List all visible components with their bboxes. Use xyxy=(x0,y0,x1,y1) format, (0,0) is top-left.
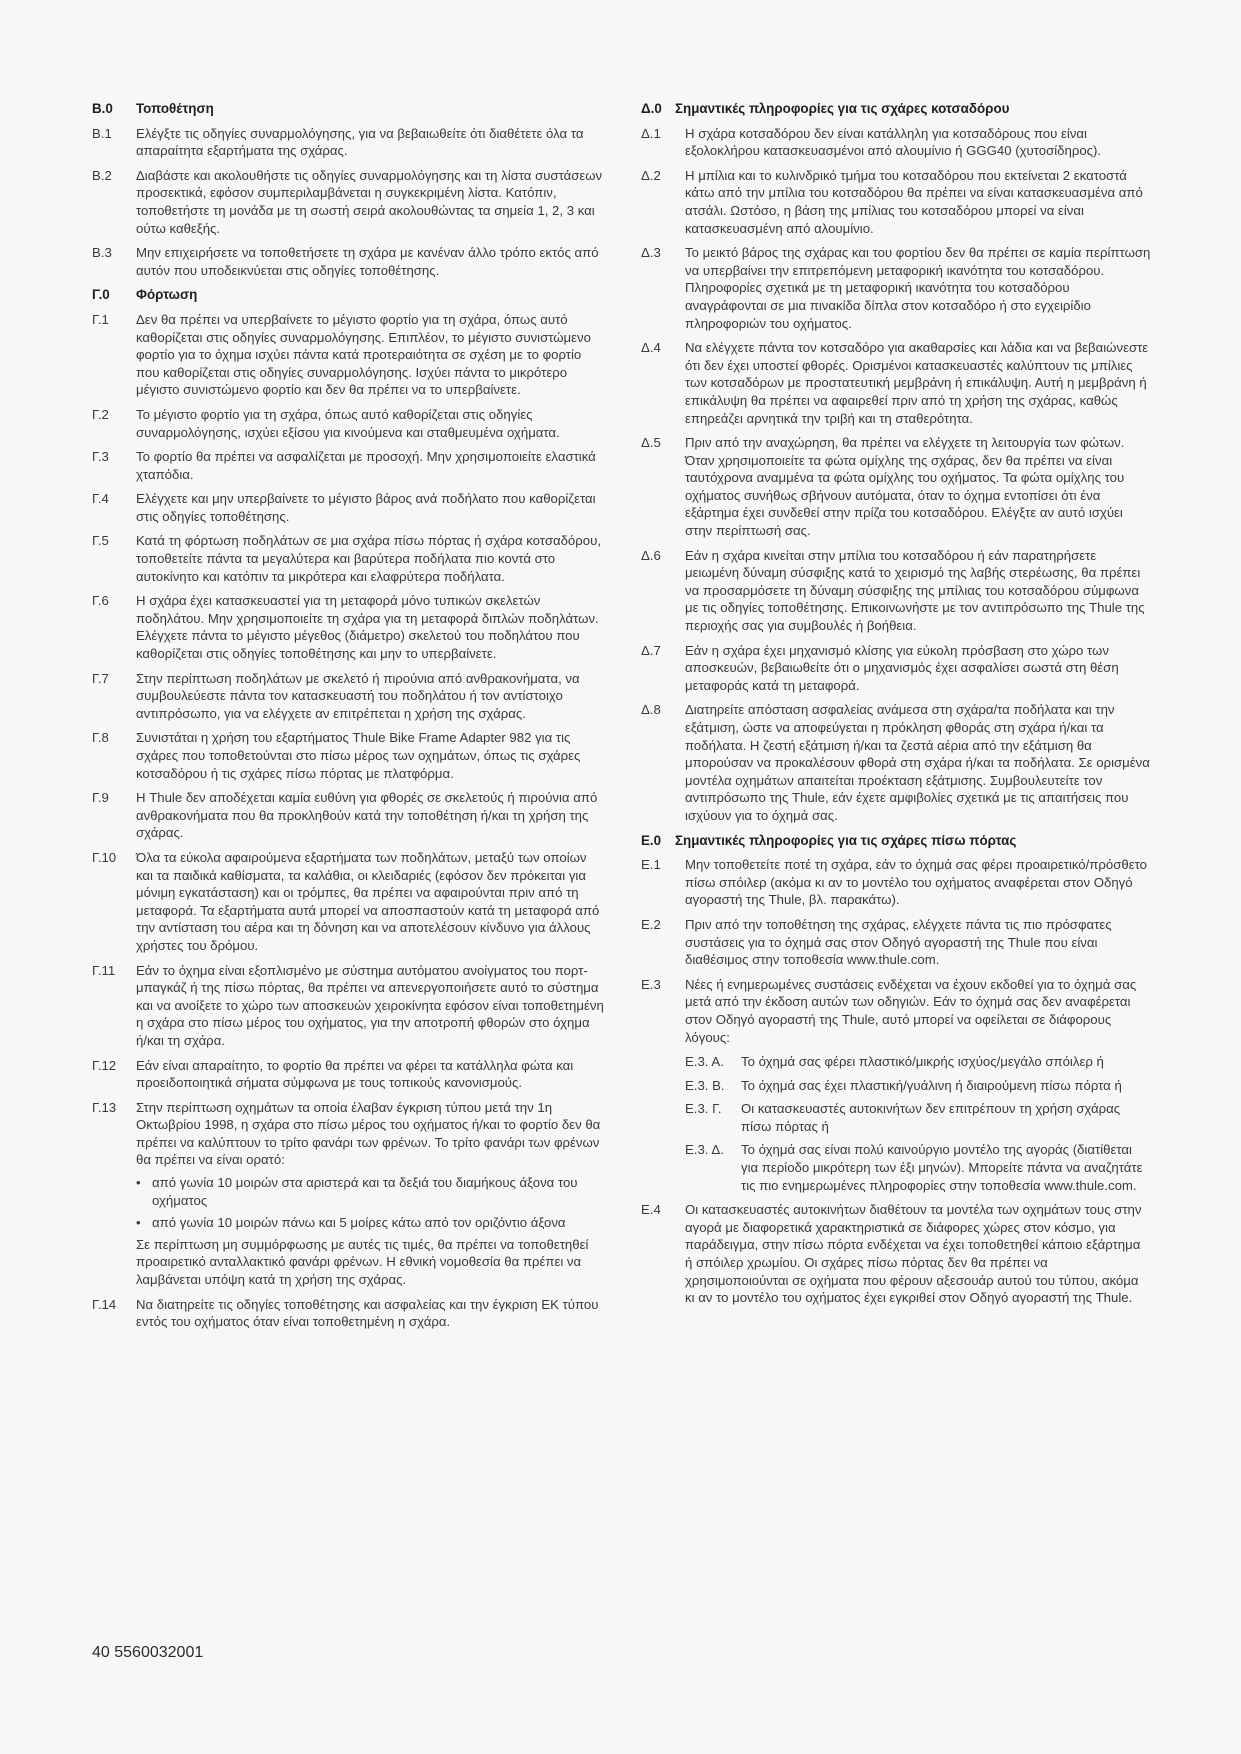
item-code: Γ.11 xyxy=(92,962,116,978)
section-code: Δ.0 xyxy=(641,101,662,116)
document-code: 5560032001 xyxy=(114,1644,204,1661)
item-code: Δ.4 xyxy=(641,340,661,356)
item-code: Ε.4 xyxy=(641,1202,661,1218)
sub-item xyxy=(685,1100,1151,1135)
item-code: Γ.4 xyxy=(92,491,109,507)
item-text: Δεν θα πρέπει να υπερβαίνετε το μέγιστο φορτίο για τη σχάρα, όπως αυτό καθορίζεται στις οδηγίες συναρμολόγησης. Επιπλέον, το μέγιστο συνιστώμενο φορτίο για το όχημα ισχύει πάντα κατά προτεραιότητα σε σχέση με το φορτίο που καθορίζεται στις οδηγίες συναρμολόγησης. Ισχύει πάντα το μικρότερο μέγιστο συνιστώμενο φορτίο και δεν θα πρέπει να το υπερβαίνετε. xyxy=(136,311,591,398)
item-text: Εάν το όχημα είναι εξοπλισμένο με σύστημα αυτόματου ανοίγματος του πορτ-μπαγκάζ ή της πίσω πόρτας, θα πρέπει να απενεργοποιήσετε αυτό το σύστημα και να ανοίξετε το χώρο των αποσκευών χειροκίνητα εφόσον είναι τοποθετημένη η σχάρα στο πίσω μέρος του οχήματος, για την αποτροπή φθορών στο όχημα ή/και τη σχάρα. xyxy=(136,962,604,1048)
list-item xyxy=(92,167,604,237)
item-code: Δ.7 xyxy=(641,642,661,658)
sub-item xyxy=(685,1053,1151,1071)
item-text: Η μπίλια και το κυλινδρικό τμήμα του κοτσαδόρου που εκτείνεται 2 εκατοστά κάτω από την μπίλια του κοτσαδόρου θα πρέπει να είναι κατασκευασμένα από ατσάλι. Ωστόσο, η βάση της μπίλιας του κοτσαδόρου μπορεί να είναι κατασκευασμένη από αλουμίνιο. xyxy=(685,167,1143,236)
item-text: Το μεικτό βάρος της σχάρας και του φορτίου δεν θα πρέπει σε καμία περίπτωση να υπερβαίνει την επιτρεπόμενη μεταφορική ικανότητα του κοτσαδόρου. Πληροφορίες σχετικά με τη μεταφορική ικανότητα του κοτσαδόρου αναγράφονται σε μια πινακίδα δίπλα στον κοτσαδόρο ή στο εγχειρίδιο πληροφοριών του οχήματος. xyxy=(685,245,1151,331)
item-code: Δ.2 xyxy=(641,167,661,183)
item-text: Μην επιχειρήσετε να τοποθετήσετε τη σχάρα με κανέναν άλλο τρόπο εκτός από αυτόν που υποδεικνύεται στις οδηγίες τοποθέτησης. xyxy=(136,245,599,278)
page-footer xyxy=(92,1644,203,1662)
section-code: Ε.0 xyxy=(641,832,662,848)
sub-item xyxy=(685,1077,1151,1095)
item-code: Ε.2 xyxy=(641,916,661,932)
list-item xyxy=(641,642,1151,695)
item-code: Δ.8 xyxy=(641,702,661,718)
list-item xyxy=(92,789,604,842)
item-code: Β.2 xyxy=(92,167,112,183)
sub-item-code: Ε.3. Β. xyxy=(685,1077,725,1093)
list-item xyxy=(641,547,1151,635)
item-text: Συνιστάται η χρήση του εξαρτήματος Thule Bike Frame Adapter 982 για τις σχάρες που τοποθετούνται στο πίσω μέρος των οχημάτων, όπως τις σχάρες κοτσαδόρου ή τις σχάρες πίσω πόρτας με πλατφόρμα. xyxy=(136,730,581,781)
item-text: Εάν η σχάρα έχει μηχανισμό κλίσης για εύκολη πρόσβαση στο χώρο των αποσκευών, βεβαιωθείτε ότι ο μηχανισμός έχει ασφαλίσει σωστά στη θέση μεταφοράς κατά τη μεταφορά. xyxy=(685,642,1119,693)
item-text: Η σχάρα κοτσαδόρου δεν είναι κατάλληλη για κοτσαδόρους που είναι εξολοκλήρου κατασκευασμένοι από αλουμίνιο ή GGG40 (χυτοσίδηρος). xyxy=(685,125,1102,159)
item-code: Γ.7 xyxy=(92,670,109,686)
item-text: Όλα τα εύκολα αφαιρούμενα εξαρτήματα των ποδηλάτων, μεταξύ των οποίων και τα παιδικά καθίσματα, τα καλάθια, οι κλειδαριές (εφόσον δεν πρόκειται για μόνιμη εγκατάσταση) και οι τρόμπες, θα πρέπει να αφαιρούνται πριν από τη μεταφορά. Τα εξαρτήματα αυτά μπορεί να αποσπαστούν κατά τη μεταφορά από την αντίσταση του αέρα και τη δόνηση και να αποτελέσουν κίνδυνο για άλλους χρήστες του δρόμου. xyxy=(136,849,600,953)
item-code: Γ.13 xyxy=(92,1099,117,1115)
item-text: Διαβάστε και ακολουθήστε τις οδηγίες συναρμολόγησης και τη λίστα συστάσεων προσεκτικά, εφόσον συμπεριλαμβάνεται η συγκεκριμένη λίστα. Κατόπιν, τοποθετήστε τη μονάδα με τη σωστή σειρά ακολουθώντας τα σημεία 1, 2, 3 και ούτω καθεξής. xyxy=(136,167,603,236)
item-text: Η σχάρα έχει κατασκευαστεί για τη μεταφορά μόνο τυπικών σκελετών ποδηλάτου. Μην χρησιμοποιείτε τη σχάρα για τη μεταφορά διπλών ποδηλάτων. Ελέγχετε πάντα το μέγιστο μέγεθος (διάμετρο) σκελετού του ποδηλάτου που καθορίζεται στις οδηγίες τοποθέτησης και μην το υπερβαίνετε. xyxy=(136,593,599,662)
bullet-text: από γωνία 10 μοιρών πάνω και 5 μοίρες κάτω από τον οριζόντιο άξονα xyxy=(152,1215,566,1231)
sub-item-text: Το όχημά σας φέρει πλαστικό/μικρής ισχύος/μεγάλο σπόιλερ ή xyxy=(741,1054,1104,1070)
item-text: Οι κατασκευαστές αυτοκινήτων διαθέτουν τα μοντέλα των οχημάτων τους στην αγορά με διαφορετικά χαρακτηριστικά σε διάφορες χώρες στον κόσμο, για παράδειγμα, στην πίσω πόρτα ενδέχεται να έχει τοποθετηθεί κάποιο εξάρτημα ή σπόιλερ χρωμίου. Οι σχάρες πίσω πόρτας δεν θα πρέπει να χρησιμοποιούνται σε οχήματα που φέρουν αξεσουάρ αυτού του τύπου, ακόμα κι αν το μοντέλο του οχήματος έχει εγκριθεί στον Οδηγό αγοραστή της Thule. xyxy=(685,1202,1142,1306)
list-item xyxy=(641,916,1151,969)
item-code: Δ.3 xyxy=(641,245,661,261)
item-text: Πριν από την αναχώρηση, θα πρέπει να ελέγχετε τη λειτουργία των φώτων. Όταν χρησιμοποιείτε τα φώτα ομίχλης της σχάρας, δεν θα πρέπει να είναι ταυτόχρονα αναμμένα τα φώτα ομίχλης του οχήματος. Τα φώτα ομίχλης του οχήματος συνήθως σβήνουν αυτόματα, όταν το όχημα εντοπίσει ότι ένα εξάρτημα έχει συνδεθεί στην πρίζα του κοτσαδόρου. Ελέγξτε αν αυτό ισχύει στην περίπτωσή σας. xyxy=(685,435,1125,539)
section-heading xyxy=(641,100,1151,118)
list-item xyxy=(92,592,604,662)
section-title: Τοποθέτηση xyxy=(136,101,214,116)
sub-item xyxy=(685,1141,1151,1194)
item-code: Ε.3 xyxy=(641,976,661,992)
item-code: Γ.14 xyxy=(92,1296,117,1312)
item-code: Γ.12 xyxy=(92,1057,117,1073)
item-text: Κατά τη φόρτωση ποδηλάτων σε μια σχάρα πίσω πόρτας ή σχάρα κοτσαδόρου, τοποθετείτε πάντα τα μεγαλύτερα και βαρύτερα ποδήλατα πιο κοντά στο αυτοκίνητο και κατόπιν τα μικρότερα και ελαφρύτερα ποδήλατα. xyxy=(136,533,601,584)
sub-item-text: Οι κατασκευαστές αυτοκινήτων δεν επιτρέπουν τη χρήση σχάρας πίσω πόρτας ή xyxy=(741,1101,1121,1134)
item-text: Το φορτίο θα πρέπει να ασφαλίζεται με προσοχή. Μην χρησιμοποιείτε ελαστικά χταπόδια. xyxy=(136,449,596,482)
list-item xyxy=(641,244,1151,332)
list-item xyxy=(641,339,1151,427)
item-text: Στην περίπτωση ποδηλάτων με σκελετό ή πιρούνια από ανθρακονήματα, να συμβουλεύεστε πάντα τον κατασκευαστή του ποδηλάτου ή τον αντίστοιχο αντιπρόσωπο, για να ελέγχετε αν επιτρέπεται η χρήση της σχάρας. xyxy=(136,670,580,721)
section-title: Φόρτωση xyxy=(136,287,198,303)
item-text: Ελέγχετε και μην υπερβαίνετε το μέγιστο βάρος ανά ποδήλατο που καθορίζεται στις οδηγίες τοποθέτησης. xyxy=(136,491,596,524)
section-heading xyxy=(92,100,604,118)
item-text: Νέες ή ενημερωμένες συστάσεις ενδέχεται να έχουν εκδοθεί για το όχημά σας μετά από την έκδοση αυτών των οδηγιών. Εάν το όχημά σας δεν αναφέρεται στον Οδηγό αγοραστή της Thule, αυτό μπορεί να οφείλεται σε διάφορους λόγους: xyxy=(685,976,1137,1045)
item-text: Ελέγξτε τις οδηγίες συναρμολόγησης, για να βεβαιωθείτε ότι διαθέτετε όλα τα απαραίτητα εξαρτήματα της σχάρας. xyxy=(136,125,584,159)
list-item xyxy=(92,670,604,723)
item-code: Δ.5 xyxy=(641,435,661,451)
item-code: Γ.6 xyxy=(92,593,109,609)
item-code: Ε.1 xyxy=(641,857,661,873)
right-column xyxy=(641,100,1151,1314)
item-code: Γ.5 xyxy=(92,533,109,549)
item-code: Δ.6 xyxy=(641,547,661,563)
item-code: Γ.2 xyxy=(92,406,109,422)
list-item xyxy=(641,976,1151,1046)
item-code: Γ.9 xyxy=(92,790,109,806)
item-code: Γ.10 xyxy=(92,849,117,865)
list-item xyxy=(641,701,1151,824)
sub-item-code: Ε.3. Α. xyxy=(685,1054,724,1070)
item-body xyxy=(136,1099,604,1289)
bullet-item xyxy=(136,1214,604,1232)
item-text: Να διατηρείτε τις οδηγίες τοποθέτησης και ασφαλείας και την έγκριση ΕΚ τύπου εντός του οχήματος όταν είναι τοποθετημένη η σχάρα. xyxy=(136,1296,599,1330)
item-text: Πριν από την τοποθέτηση της σχάρας, ελέγχετε πάντα τις πιο πρόσφατες συστάσεις για το όχημά σας στον Οδηγό αγοραστή της Thule που είναι διαθέσιμος στην τοποθεσία www.thule.com. xyxy=(685,916,1112,968)
list-item xyxy=(92,962,604,1050)
item-text: Μην τοποθετείτε ποτέ τη σχάρα, εάν το όχημά σας φέρει προαιρετικό/πρόσθετο πίσω σπόιλερ (ακόμα κι αν το μοντέλο του οχήματος αναφέρεται στον Οδηγό αγοραστή της Thule, βλ. παρακάτω). xyxy=(685,857,1147,908)
section-title: Σημαντικές πληροφορίες για τις σχάρες πίσω πόρτας xyxy=(675,832,1017,848)
section-title: Σημαντικές πληροφορίες για τις σχάρες κοτσαδόρου xyxy=(675,101,1010,116)
section-code: Γ.0 xyxy=(92,287,110,303)
item-code: Γ.3 xyxy=(92,449,109,465)
list-item xyxy=(92,244,604,279)
item-code: Γ.1 xyxy=(92,311,109,327)
list-item xyxy=(641,125,1151,160)
item-text: Το μέγιστο φορτίο για τη σχάρα, όπως αυτό καθορίζεται στις οδηγίες συναρμολόγησης, ισχύει εξίσου για κινούμενα και σταθμευμένα οχήματα. xyxy=(136,406,560,440)
left-column xyxy=(92,100,604,1338)
list-item xyxy=(92,849,604,955)
sub-item-code: Ε.3. Γ. xyxy=(685,1101,722,1117)
list-item xyxy=(641,1201,1151,1307)
list-item xyxy=(92,1057,604,1092)
sub-item-text: Το όχημά σας έχει πλαστική/γυάλινη ή διαιρούμενη πίσω πόρτα ή xyxy=(741,1077,1122,1093)
list-item xyxy=(92,125,604,160)
section-heading xyxy=(92,286,604,304)
list-item xyxy=(92,448,604,483)
item-note: Σε περίπτωση μη συμμόρφωσης με αυτές τις τιμές, θα πρέπει να τοποθετηθεί προαιρετικό ανταλλακτικό φανάρι φρένων. Η εθνική νομοθεσία θα πρέπει να λαμβάνεται υπόψη κατά τη χρήση της σχάρας. xyxy=(136,1236,589,1288)
item-code: Β.3 xyxy=(92,245,112,261)
sub-item-code: Ε.3. Δ. xyxy=(685,1142,724,1158)
list-item xyxy=(92,532,604,585)
item-text: Εάν η σχάρα κινείται στην μπίλια του κοτσαδόρου ή εάν παρατηρήσετε μειωμένη δύναμη σύσφιξης κατά το χειρισμό της λαβής στερέωσης, θα πρέπει να προσαρμόσετε τη δύναμη σύσφιξης της μπίλιας του κοτσαδόρου σύμφωνα με τις οδηγίες τοποθέτησης. Επικοινωνήστε με τον αντιπρόσωπο της Thule της περιοχής σας για συμβουλές ή βοήθεια. xyxy=(685,547,1145,634)
list-item xyxy=(92,1296,604,1331)
bullet-dot-icon: • xyxy=(136,1215,141,1231)
list-item xyxy=(641,167,1151,237)
list-item xyxy=(92,406,604,441)
list-item xyxy=(92,311,604,399)
list-item xyxy=(92,1099,604,1289)
section-code: Β.0 xyxy=(92,101,113,116)
bullet-dot-icon: • xyxy=(136,1175,141,1191)
section-heading xyxy=(641,832,1151,850)
bullet-text: από γωνία 10 μοιρών στα αριστερά και τα δεξιά του διαμήκους άξονα του οχήματος xyxy=(152,1175,578,1208)
item-code: Γ.8 xyxy=(92,730,109,746)
list-item xyxy=(92,729,604,782)
sub-list xyxy=(685,1053,1151,1194)
item-code: Β.1 xyxy=(92,125,112,141)
list-item xyxy=(92,490,604,525)
page-number: 40 xyxy=(92,1644,110,1661)
item-text: Διατηρείτε απόσταση ασφαλείας ανάμεσα στη σχάρα/τα ποδήλατα και την εξάτμιση, ώστε να αποφεύγεται η πρόκληση φθοράς στη σχάρα ή/και τα ποδήλατα. Η ζεστή εξάτμιση ή/και τα ζεστά αέρια από την εξάτμιση θα μπορούσαν να προκαλέσουν φθορά στη σχάρα ή/και τα ποδήλατα. Σε ορισμένα μοντέλα οχημάτων απαιτείται προέκταση εξάτμισης. Συμβουλευτείτε τον αντιπρόσωπο της Thule, εάν έχετε αμφιβολίες σχετικά με τις απαιτήσεις που ισχύουν για το όχημά σας. xyxy=(685,702,1150,823)
item-code: Δ.1 xyxy=(641,125,661,141)
sub-item-text: Το όχημά σας είναι πολύ καινούργιο μοντέλο της αγοράς (διατίθεται για περίοδο μικρότερη των έξι μηνών). Μπορείτε πάντα να αναζητάτε τις πιο ενημερωμένες πληροφορίες στην τοποθεσία www.thule.com. xyxy=(741,1142,1143,1193)
list-item xyxy=(641,434,1151,540)
item-text: Στην περίπτωση οχημάτων τα οποία έλαβαν έγκριση τύπου μετά την 1η Οκτωβρίου 1998, η σχάρα στο πίσω μέρος του οχήματος ή/και το φορτίο δεν θα πρέπει να καλύπτουν το τρίτο φανάρι των φρένων. Το τρίτο φανάρι των φρένων θα πρέπει να είναι ορατό: xyxy=(136,1099,601,1168)
list-item xyxy=(641,856,1151,909)
bullet-item xyxy=(136,1174,604,1209)
item-text: Η Thule δεν αποδέχεται καμία ευθύνη για φθορές σε σκελετούς ή πιρούνια από ανθρακονήματα που θα προκληθούν κατά την τοποθέτηση ή/και τη χρήση της σχάρας. xyxy=(136,790,598,841)
item-text: Να ελέγχετε πάντα τον κοτσαδόρο για ακαθαρσίες και λάδια και να βεβαιώνεστε ότι δεν έχει υποστεί φθορές. Ορισμένοι κατασκευαστές καλύπτουν τις μπίλιες των κοτσαδόρων με προστατευτική μεμβράνη ή επικάλυψη. Αυτή η μεμβράνη ή επικάλυψη θα πρέπει να αφαιρεθεί πριν από τη χρήση της σχάρας, καθώς επηρεάζει αρνητικά την τριβή και τη σταθερότητα. xyxy=(685,340,1149,426)
item-text: Εάν είναι απαραίτητο, το φορτίο θα πρέπει να φέρει τα κατάλληλα φώτα και προειδοποιητικά σήματα σύμφωνα με τους τοπικούς κανονισμούς. xyxy=(136,1057,574,1091)
